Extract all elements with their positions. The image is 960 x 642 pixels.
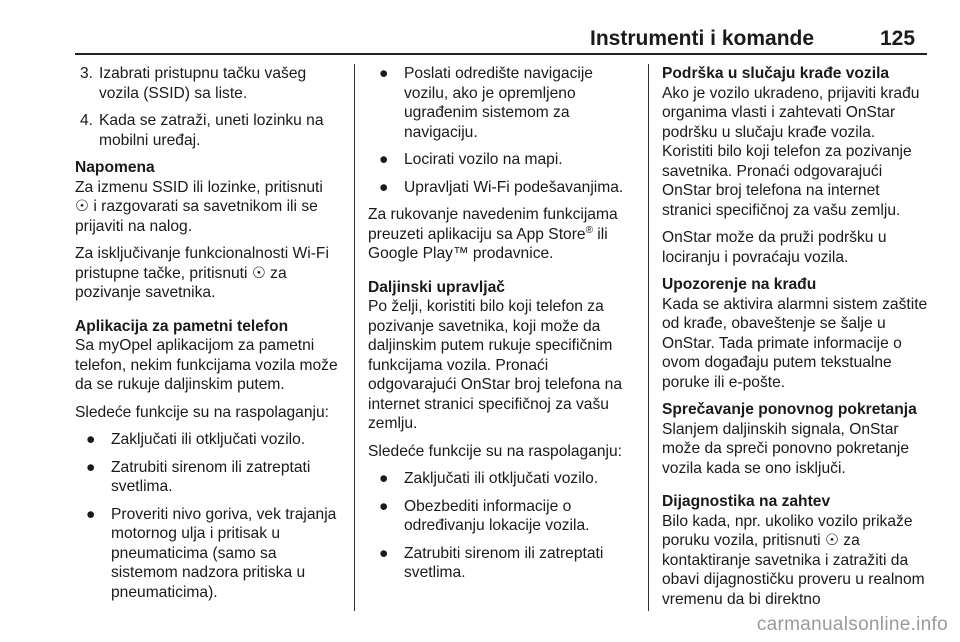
remote-heading: Daljinski upravljač — [368, 278, 505, 296]
disable-hotspot-text: Za isključivanje funkcionalnosti Wi-Fi pristupne tačke, pritisnuti ☉ za pozivanje savetnika. — [75, 245, 329, 301]
diagnostics-heading: Dijagnostika na zahtev — [662, 493, 831, 510]
list-item: ● Proveriti nivo goriva, vek trajanja motornog ulja i pritisak u pneumaticima (samo sa sistemom nadzora pritiska u pneumaticima). — [86, 505, 337, 601]
list-item: ● Zaključati ili otključati vozilo. — [86, 431, 306, 448]
remote-text: Po želji, koristiti bilo koji telefon za pozivanje savetnika, koji može da daljinskim putem rukuje specifičnim funkcijama vozila. Pronaći odgovarajući OnStar broj telefona na internet stranici specifičnoj za vašu zemlju. — [368, 298, 622, 432]
onstar-service-icon: ☉ — [75, 198, 89, 215]
bullet-marker: ● — [379, 544, 389, 562]
note-heading: Napomena — [75, 159, 155, 176]
step-3 — [75, 64, 341, 103]
onstar-service-icon: ☉ — [824, 532, 839, 549]
bullet-marker: ● — [379, 178, 389, 196]
note-text: Za izmenu SSID ili lozinke, pritisnuti ☉ i razgovarati sa savetnikom ili se prijaviti na nalog. — [75, 178, 323, 235]
apps-text: Za rukovanje navedenim funkcijama preuzeti aplikaciju sa App Store® ili Google Play™ prodavnice. — [368, 206, 618, 262]
diagnostics-text: Bilo kada, npr. ukoliko vozilo prikaže poruku vozila, pritisnuti ☉ za kontaktiranje savetnika i zatražiti da obavi dijagnostičku proveru u realnom vremenu da bi direktno — [662, 512, 925, 608]
step-text: Izabrati pristupnu tačku vašeg vozila (SSID) sa liste. — [99, 65, 307, 102]
list-item: ● Zaključati ili otključati vozilo. — [379, 470, 599, 487]
bullet-marker: ● — [86, 458, 96, 476]
header-rule — [75, 53, 927, 55]
column-2 — [368, 64, 634, 614]
list-item: ● Locirati vozilo na mapi. — [379, 151, 563, 168]
restart-text: Slanjem daljinskih signala, OnStar može da spreči ponovno pokretanje vozila kada se ono isključi. — [662, 420, 910, 477]
step-text: Kada se zatraži, uneti lozinku na mobilni uređaj. — [99, 112, 324, 149]
chapter-title: Instrumenti i komande — [590, 27, 815, 50]
bullet-marker: ● — [86, 431, 96, 448]
bullet-marker: ● — [379, 151, 389, 168]
onstar-service-icon: ☉ — [251, 264, 266, 282]
list-item: ● Poslati odredište navigacije vozilu, ako je opremljeno ugrađenim sistemom za navigaciju. — [379, 65, 593, 141]
restart-heading: Sprečavanje ponovnog pokretanja — [662, 401, 917, 418]
bullet-marker: ● — [379, 65, 389, 82]
column-separator-2 — [648, 64, 649, 611]
list-item: ● Zatrubiti sirenom ili zatreptati svetlima. — [379, 544, 604, 581]
column-separator-1 — [354, 64, 355, 611]
bullet-marker: ● — [379, 497, 389, 515]
column-3 — [662, 64, 928, 614]
list-item: ● Obezbediti informacije o određivanju lokacije vozila. — [379, 497, 590, 534]
warning-text: Kada se aktivira alarmni sistem zaštite od krađe, obaveštenje se šalje u OnStar. Tada primate informacije o ovom događaju putem tekstualne poruke ili e-pošte. — [662, 295, 928, 391]
theft-text: Ako je vozilo ukradeno, prijaviti krađu organima vlasti i zahtevati OnStar podršku u slučaju krađe vozila. Koristiti bilo koji telefon za pozivanje savetnika. Pronaći odgovarajući OnStar broj telefona na internet stranici specifičnoj za vašu zemlju. — [662, 84, 920, 219]
functions-intro: Sledeće funkcije su na raspolaganju: — [75, 403, 329, 421]
step-number: 4. — [80, 112, 94, 129]
step-number: 3. — [80, 65, 94, 82]
theft-heading: Podrška u slučaju krađe vozila — [662, 65, 890, 82]
app-text: Sa myOpel aplikacijom za pametni telefon, nekim funkcijama vozila može da se rukuje daljinskim putem. — [75, 337, 338, 393]
column-1 — [75, 64, 341, 614]
theft-text-2: OnStar može da pruži podršku u lociranju i povraćaju vozila. — [662, 229, 887, 266]
registered-mark: ® — [585, 224, 593, 236]
warning-heading: Upozorenje na krađu — [662, 276, 817, 293]
bullet-marker: ● — [86, 505, 96, 523]
page-number: 125 — [880, 27, 916, 50]
watermark: carmanualsonline.info — [756, 614, 948, 635]
list-item: ● Upravljati Wi-Fi podešavanjima. — [379, 178, 624, 196]
app-heading: Aplikacija za pametni telefon — [75, 317, 289, 335]
bullet-marker: ● — [379, 470, 389, 487]
list-item: ● Zatrubiti sirenom ili zatreptati svetlima. — [86, 458, 311, 495]
step-4 — [75, 111, 341, 150]
functions-intro: Sledeće funkcije su na raspolaganju: — [368, 442, 622, 460]
